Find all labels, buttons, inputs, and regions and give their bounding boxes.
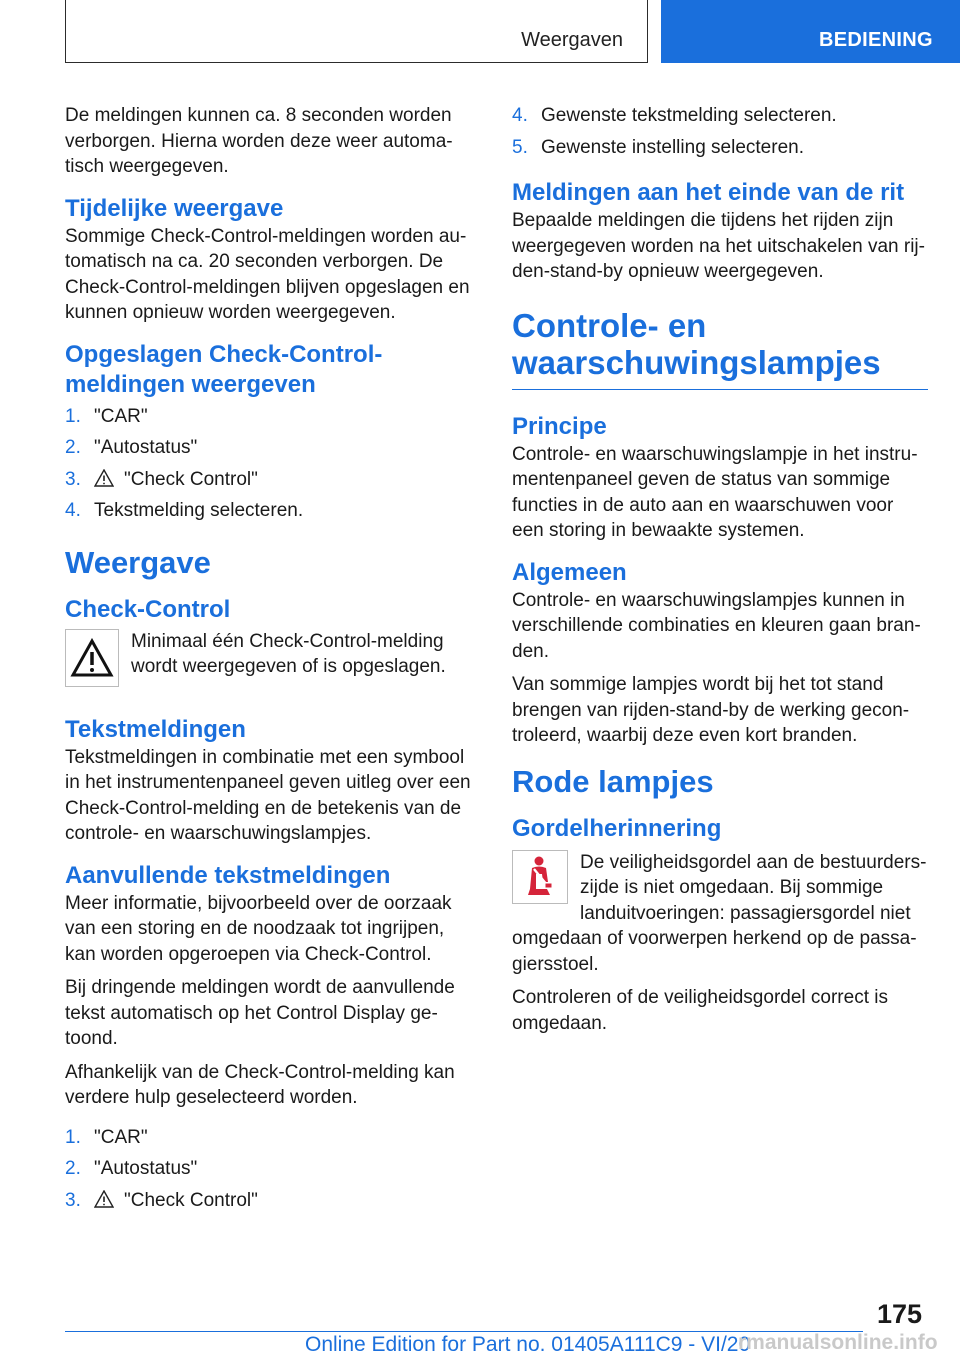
- seatbelt-text-2: Controleren of de veiligheidsgordel correct is omgedaan.: [512, 987, 888, 1034]
- warning-triangle-icon: [70, 638, 114, 678]
- warning-triangle-icon: [94, 469, 114, 487]
- paragraph-aanvullende-1: Meer informatie, bijvoorbeeld over de oorzaak van een storing en de noodzaak tot ingrijpen, kan worden opgeroepen via Check-Control.: [65, 892, 452, 965]
- list-item: 1. "CAR": [65, 1126, 148, 1148]
- seatbelt-block: [512, 850, 928, 927]
- warning-symbol-box: [65, 629, 119, 687]
- paragraph-aanvullende-2: Bij dringende meldingen wordt de aanvullende tekst automatisch op het Control Display ge-toond.: [65, 977, 455, 1049]
- chapter-heading: Controle- en waarschuwingslampjes: [512, 307, 928, 390]
- warning-triangle-icon: [94, 1190, 114, 1208]
- heading-tijdelijke-weergave: Tijdelijke weergave: [65, 194, 284, 222]
- list-item: 2. "Autostatus": [65, 437, 198, 458]
- seatbelt-text-rest: omgedaan of voorwerpen herkend op de passa-giersstoel.: [512, 928, 917, 975]
- chapter-tab: BEDIENING: [661, 0, 960, 63]
- heading-check-control: Check-Control: [65, 595, 231, 623]
- check-control-block: [65, 629, 478, 687]
- heading-principe: Principe: [512, 412, 607, 440]
- seatbelt-text-lead: De veiligheidsgordel aan de bestuurders-zijde is niet omgedaan. Bij sommige landuitvoeringen: passagiersgordel niet: [580, 851, 927, 924]
- heading-tekstmeldingen: Tekstmeldingen: [65, 715, 246, 743]
- right-column: [512, 103, 928, 1044]
- page-number: 175: [877, 1299, 923, 1329]
- paragraph-tijdelijke: Sommige Check-Control-meldingen worden au-tomatisch na ca. 20 seconden verborgen. De Check-Control-meldingen blijven opgeslagen en kunnen opnieuw worden weergegeven.: [65, 225, 470, 323]
- list-item: 3. "Check Control": [65, 1189, 258, 1211]
- header-bar: [65, 0, 648, 63]
- heading-gordelherinnering: Gordelherinnering: [512, 814, 722, 842]
- watermark: rmanualsonline.info: [738, 1331, 938, 1354]
- paragraph-aanvullende-3: Afhankelijk van de Check-Control-melding kan verdere hulp geselecteerd worden.: [65, 1061, 455, 1108]
- paragraph-einde-rit: Bepaalde meldingen die tijdens het rijden zijn weergegeven worden na het uitschakelen van rij-den-stand-by opnieuw weergegeven.: [512, 210, 925, 282]
- list-item: 2. "Autostatus": [65, 1158, 198, 1179]
- heading-einde-rit: Meldingen aan het einde van de rit: [512, 179, 905, 206]
- edition-text: Online Edition for Part no. 01405A111C9 - VI/20: [305, 1333, 751, 1356]
- list-item: 3. "Check Control": [65, 468, 258, 490]
- seatbelt-symbol-box: [512, 850, 568, 904]
- list-item: 4. Tekstmelding selecteren.: [65, 500, 304, 521]
- heading-algemeen: Algemeen: [512, 558, 627, 586]
- heading-rode-lampjes: Rode lampjes: [512, 763, 714, 799]
- list-item: 5. Gewenste instelling selecteren.: [512, 136, 804, 158]
- paragraph-algemeen-2: Van sommige lampjes wordt bij het tot stand brengen van rijden-stand-by de werking gecon-troleerd, waarbij deze even kort branden.: [512, 674, 910, 746]
- paragraph-tekstmeldingen: Tekstmeldingen in combinatie met een symbool in het instrumentenpaneel geven uitleg over een Check-Control-melding en de betekenis van de controle- en waarschuwingslampjes.: [65, 746, 471, 844]
- check-control-text: Minimaal één Check-Control-melding wordt weergegeven of is opgeslagen.: [131, 630, 446, 677]
- steps-list-1: [65, 404, 478, 524]
- heading-aanvullende: Aanvullende tekstmeldingen: [65, 861, 391, 889]
- steps-list-continued: [512, 103, 928, 160]
- heading-opgeslagen: Opgeslagen Check-Control- meldingen weergeven: [65, 340, 383, 398]
- list-item: 4. Gewenste tekstmelding selecteren.: [512, 105, 837, 126]
- steps-list-2: [65, 1125, 478, 1214]
- intro-paragraph: De meldingen kunnen ca. 8 seconden worden verborgen. Hierna worden deze weer automa-tisch weergegeven.: [65, 105, 453, 177]
- heading-weergave: Weergave: [65, 544, 211, 580]
- paragraph-algemeen-1: Controle- en waarschuwingslampjes kunnen in verschillende combinaties en kleuren gaan bran-den.: [512, 589, 921, 662]
- list-item: 1. "CAR": [65, 405, 148, 427]
- paragraph-principe: Controle- en waarschuwingslampje in het instru-mentenpaneel geven de status van sommige functies in de auto aan en waarschuwen voor een storing in bewaakte systemen.: [512, 443, 918, 541]
- left-column: [65, 103, 478, 1219]
- seatbelt-warning-icon: [517, 855, 563, 899]
- section-title: Weergaven: [521, 29, 623, 51]
